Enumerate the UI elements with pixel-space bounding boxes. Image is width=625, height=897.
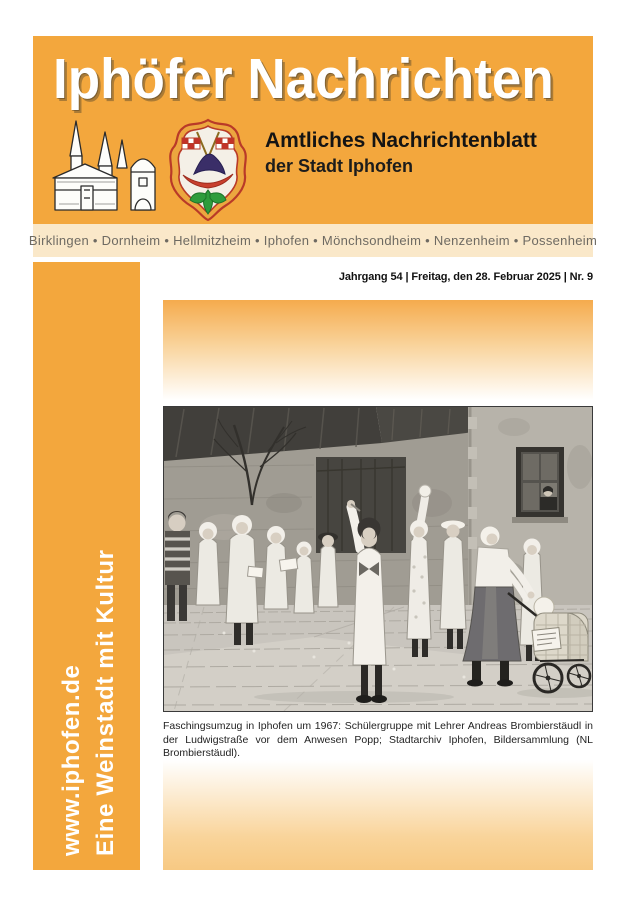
masthead	[33, 36, 593, 224]
sidebar-website: www.iphofen.de	[58, 664, 85, 856]
masthead-subtitle: der Stadt Iphofen	[265, 156, 413, 176]
top-gradient-band	[163, 300, 593, 400]
towns-bar-text: Birklingen • Dornheim • Hellmitzheim • Iphofen • Mönchsondheim • Nenzenheim • Possenheim	[28, 233, 598, 248]
masthead-title: Iphöfer Nachrichten	[53, 47, 554, 111]
sidebar-slogan: Eine Weinstadt mit Kultur	[92, 549, 119, 856]
church-icon	[51, 120, 163, 229]
sidebar-banner	[33, 262, 140, 870]
issue-line: Jahrgang 54 | Freitag, den 28. Februar 2025 | Nr. 9	[338, 271, 593, 283]
coat-of-arms-icon	[167, 118, 249, 227]
cover-photo	[163, 406, 593, 712]
bottom-gradient-band	[163, 760, 593, 870]
masthead-subtitle-bold: Amtliches Nachrichtenblatt	[265, 129, 537, 152]
photo-caption: Faschingsumzug in Iphofen um 1967: Schülergruppe mit Lehrer Andreas Brombierstäudl in der Ludwigstraße vor dem Anwesen Popp; Stadtarchiv Iphofen, Bildersammlung (NL Brombierstäudl).	[163, 720, 593, 759]
towns-bar	[28, 224, 598, 257]
sidebar-banner-text	[33, 262, 140, 870]
cover-photo-art	[164, 407, 592, 711]
